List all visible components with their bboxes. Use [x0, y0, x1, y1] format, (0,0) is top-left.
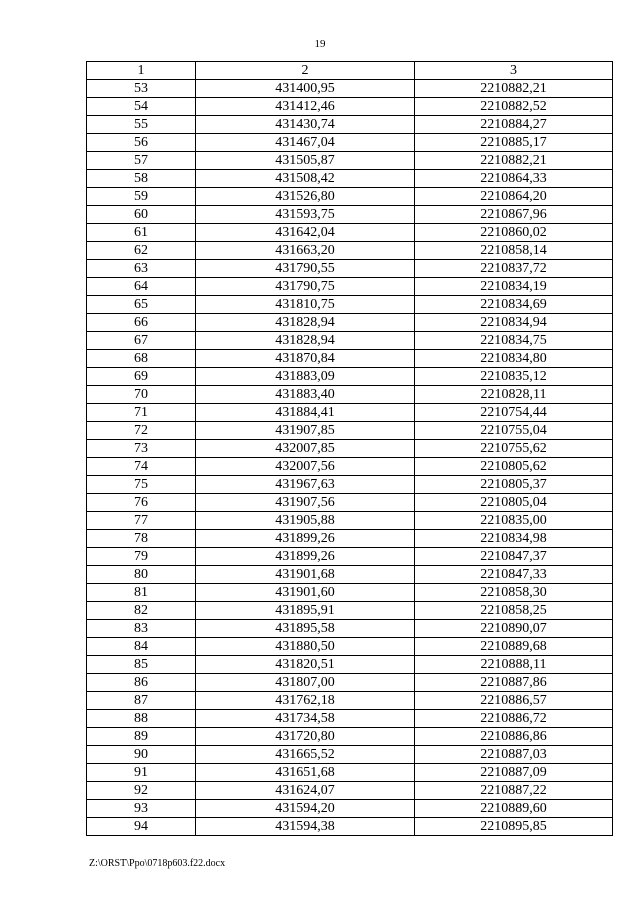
cell-point-number: 77	[87, 512, 196, 530]
cell-y-coordinate: 2210847,33	[415, 566, 613, 584]
table-row	[87, 422, 613, 440]
cell-x-coordinate: 431907,56	[196, 494, 415, 512]
table-row	[87, 710, 613, 728]
cell-y-coordinate: 2210864,33	[415, 170, 613, 188]
cell-x-coordinate: 431820,51	[196, 656, 415, 674]
cell-x-coordinate: 431907,85	[196, 422, 415, 440]
cell-point-number: 81	[87, 584, 196, 602]
cell-x-coordinate: 431901,68	[196, 566, 415, 584]
page-number: 19	[314, 38, 326, 50]
table-row	[87, 512, 613, 530]
cell-point-number: 58	[87, 170, 196, 188]
cell-y-coordinate: 2210755,62	[415, 440, 613, 458]
cell-point-number: 53	[87, 80, 196, 98]
cell-x-coordinate: 431828,94	[196, 332, 415, 350]
cell-x-coordinate: 432007,85	[196, 440, 415, 458]
table-row	[87, 368, 613, 386]
cell-y-coordinate: 2210887,86	[415, 674, 613, 692]
cell-x-coordinate: 431967,63	[196, 476, 415, 494]
cell-y-coordinate: 2210887,09	[415, 764, 613, 782]
table-row	[87, 818, 613, 836]
table-row	[87, 440, 613, 458]
coordinates-table	[86, 61, 613, 836]
cell-x-coordinate: 431505,87	[196, 152, 415, 170]
cell-point-number: 88	[87, 710, 196, 728]
cell-y-coordinate: 2210858,14	[415, 242, 613, 260]
cell-point-number: 80	[87, 566, 196, 584]
header-cell-x: 2	[196, 62, 415, 80]
cell-x-coordinate: 431828,94	[196, 314, 415, 332]
table-row	[87, 404, 613, 422]
table-row	[87, 152, 613, 170]
cell-x-coordinate: 431895,58	[196, 620, 415, 638]
table-row	[87, 530, 613, 548]
cell-point-number: 69	[87, 368, 196, 386]
cell-point-number: 75	[87, 476, 196, 494]
cell-y-coordinate: 2210805,62	[415, 458, 613, 476]
cell-point-number: 64	[87, 278, 196, 296]
cell-y-coordinate: 2210890,07	[415, 620, 613, 638]
cell-point-number: 76	[87, 494, 196, 512]
cell-y-coordinate: 2210828,11	[415, 386, 613, 404]
table-row	[87, 296, 613, 314]
cell-point-number: 63	[87, 260, 196, 278]
table-row	[87, 350, 613, 368]
cell-y-coordinate: 2210834,80	[415, 350, 613, 368]
cell-y-coordinate: 2210882,21	[415, 80, 613, 98]
cell-x-coordinate: 431880,50	[196, 638, 415, 656]
cell-point-number: 86	[87, 674, 196, 692]
cell-x-coordinate: 431870,84	[196, 350, 415, 368]
table-row	[87, 116, 613, 134]
cell-y-coordinate: 2210860,02	[415, 224, 613, 242]
cell-point-number: 87	[87, 692, 196, 710]
cell-y-coordinate: 2210867,96	[415, 206, 613, 224]
cell-y-coordinate: 2210805,37	[415, 476, 613, 494]
cell-y-coordinate: 2210755,04	[415, 422, 613, 440]
table-row	[87, 620, 613, 638]
cell-point-number: 68	[87, 350, 196, 368]
table-row	[87, 98, 613, 116]
cell-y-coordinate: 2210837,72	[415, 260, 613, 278]
cell-y-coordinate: 2210835,00	[415, 512, 613, 530]
cell-x-coordinate: 431790,75	[196, 278, 415, 296]
cell-point-number: 54	[87, 98, 196, 116]
table-row	[87, 656, 613, 674]
cell-x-coordinate: 431651,68	[196, 764, 415, 782]
header-cell-point-number: 1	[87, 62, 196, 80]
table-row	[87, 242, 613, 260]
table-row	[87, 638, 613, 656]
cell-x-coordinate: 432007,56	[196, 458, 415, 476]
table-row	[87, 548, 613, 566]
cell-y-coordinate: 2210834,98	[415, 530, 613, 548]
table-row	[87, 260, 613, 278]
cell-x-coordinate: 431899,26	[196, 530, 415, 548]
table-body	[87, 80, 613, 836]
cell-point-number: 82	[87, 602, 196, 620]
cell-point-number: 65	[87, 296, 196, 314]
cell-x-coordinate: 431883,09	[196, 368, 415, 386]
cell-y-coordinate: 2210887,22	[415, 782, 613, 800]
cell-y-coordinate: 2210834,69	[415, 296, 613, 314]
cell-point-number: 60	[87, 206, 196, 224]
table-row	[87, 692, 613, 710]
cell-y-coordinate: 2210834,19	[415, 278, 613, 296]
table-row	[87, 314, 613, 332]
cell-x-coordinate: 431594,38	[196, 818, 415, 836]
cell-point-number: 84	[87, 638, 196, 656]
cell-y-coordinate: 2210847,37	[415, 548, 613, 566]
cell-y-coordinate: 2210834,75	[415, 332, 613, 350]
cell-y-coordinate: 2210882,21	[415, 152, 613, 170]
cell-x-coordinate: 431884,41	[196, 404, 415, 422]
cell-point-number: 92	[87, 782, 196, 800]
cell-point-number: 83	[87, 620, 196, 638]
table-row	[87, 80, 613, 98]
cell-x-coordinate: 431594,20	[196, 800, 415, 818]
cell-x-coordinate: 431663,20	[196, 242, 415, 260]
table-row	[87, 674, 613, 692]
cell-x-coordinate: 431412,46	[196, 98, 415, 116]
cell-x-coordinate: 431901,60	[196, 584, 415, 602]
table-row	[87, 602, 613, 620]
cell-x-coordinate: 431762,18	[196, 692, 415, 710]
cell-y-coordinate: 2210835,12	[415, 368, 613, 386]
cell-y-coordinate: 2210754,44	[415, 404, 613, 422]
cell-point-number: 85	[87, 656, 196, 674]
cell-point-number: 71	[87, 404, 196, 422]
table-row	[87, 764, 613, 782]
cell-y-coordinate: 2210889,68	[415, 638, 613, 656]
table-row	[87, 782, 613, 800]
cell-point-number: 78	[87, 530, 196, 548]
cell-y-coordinate: 2210884,27	[415, 116, 613, 134]
cell-x-coordinate: 431593,75	[196, 206, 415, 224]
cell-x-coordinate: 431720,80	[196, 728, 415, 746]
table-row	[87, 800, 613, 818]
table-row	[87, 278, 613, 296]
cell-point-number: 61	[87, 224, 196, 242]
table-row	[87, 566, 613, 584]
table-row	[87, 332, 613, 350]
cell-x-coordinate: 431642,04	[196, 224, 415, 242]
cell-x-coordinate: 431734,58	[196, 710, 415, 728]
cell-y-coordinate: 2210887,03	[415, 746, 613, 764]
cell-x-coordinate: 431508,42	[196, 170, 415, 188]
table-row	[87, 458, 613, 476]
cell-x-coordinate: 431895,91	[196, 602, 415, 620]
cell-point-number: 91	[87, 764, 196, 782]
table-row	[87, 494, 613, 512]
cell-y-coordinate: 2210886,57	[415, 692, 613, 710]
table-row	[87, 476, 613, 494]
cell-point-number: 89	[87, 728, 196, 746]
cell-x-coordinate: 431790,55	[196, 260, 415, 278]
cell-x-coordinate: 431665,52	[196, 746, 415, 764]
table-row	[87, 746, 613, 764]
header-cell-y: 3	[415, 62, 613, 80]
cell-y-coordinate: 2210886,72	[415, 710, 613, 728]
table-row	[87, 584, 613, 602]
cell-point-number: 79	[87, 548, 196, 566]
cell-x-coordinate: 431899,26	[196, 548, 415, 566]
cell-y-coordinate: 2210886,86	[415, 728, 613, 746]
cell-y-coordinate: 2210889,60	[415, 800, 613, 818]
cell-x-coordinate: 431810,75	[196, 296, 415, 314]
cell-x-coordinate: 431807,00	[196, 674, 415, 692]
table-row	[87, 386, 613, 404]
table-header-row	[87, 62, 613, 80]
cell-point-number: 66	[87, 314, 196, 332]
cell-y-coordinate: 2210834,94	[415, 314, 613, 332]
cell-point-number: 93	[87, 800, 196, 818]
table-row	[87, 188, 613, 206]
table-row	[87, 728, 613, 746]
cell-point-number: 56	[87, 134, 196, 152]
cell-point-number: 90	[87, 746, 196, 764]
cell-point-number: 70	[87, 386, 196, 404]
cell-y-coordinate: 2210895,85	[415, 818, 613, 836]
cell-y-coordinate: 2210805,04	[415, 494, 613, 512]
cell-x-coordinate: 431400,95	[196, 80, 415, 98]
cell-y-coordinate: 2210888,11	[415, 656, 613, 674]
cell-x-coordinate: 431430,74	[196, 116, 415, 134]
cell-x-coordinate: 431624,07	[196, 782, 415, 800]
table-row	[87, 224, 613, 242]
cell-y-coordinate: 2210858,30	[415, 584, 613, 602]
cell-point-number: 73	[87, 440, 196, 458]
cell-point-number: 55	[87, 116, 196, 134]
table-row	[87, 170, 613, 188]
file-path-footer: Z:\ORST\Ppo\0718p603.f22.docx	[89, 858, 226, 869]
table-row	[87, 134, 613, 152]
cell-point-number: 59	[87, 188, 196, 206]
cell-point-number: 57	[87, 152, 196, 170]
cell-y-coordinate: 2210858,25	[415, 602, 613, 620]
cell-y-coordinate: 2210882,52	[415, 98, 613, 116]
cell-y-coordinate: 2210864,20	[415, 188, 613, 206]
cell-point-number: 72	[87, 422, 196, 440]
cell-y-coordinate: 2210885,17	[415, 134, 613, 152]
cell-x-coordinate: 431905,88	[196, 512, 415, 530]
table-row	[87, 206, 613, 224]
cell-x-coordinate: 431883,40	[196, 386, 415, 404]
cell-point-number: 62	[87, 242, 196, 260]
cell-x-coordinate: 431526,80	[196, 188, 415, 206]
cell-point-number: 67	[87, 332, 196, 350]
cell-x-coordinate: 431467,04	[196, 134, 415, 152]
cell-point-number: 94	[87, 818, 196, 836]
cell-point-number: 74	[87, 458, 196, 476]
